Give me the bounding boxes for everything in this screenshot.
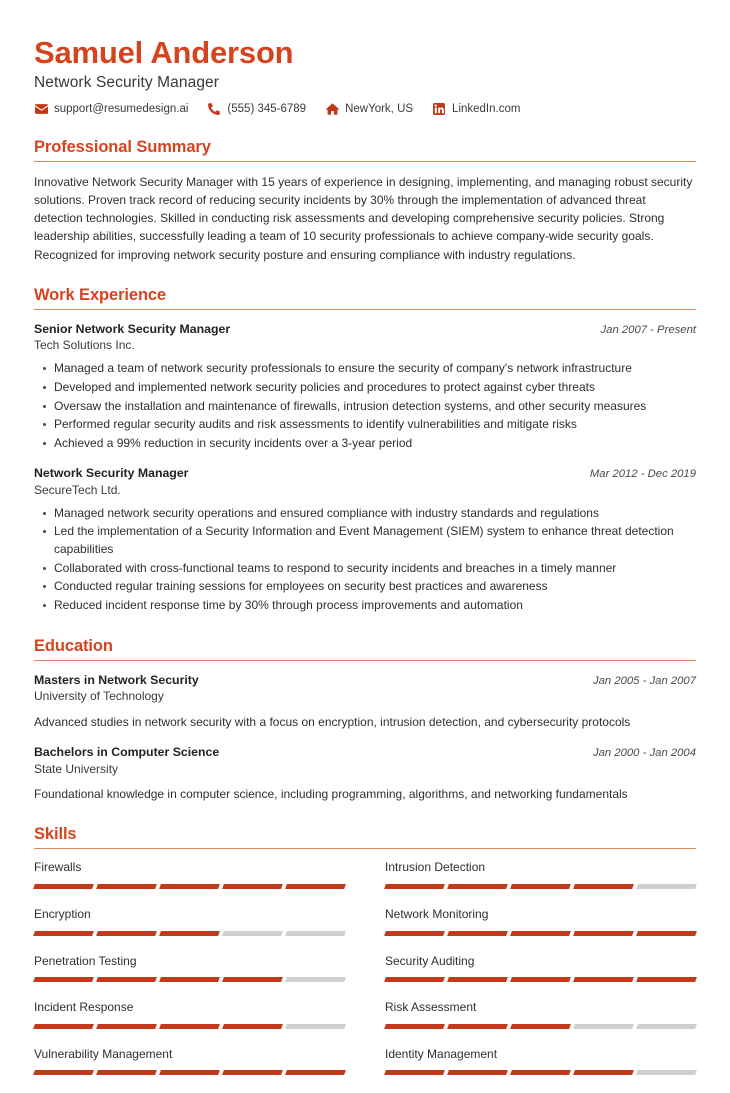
skill-segment-filled	[447, 1024, 508, 1029]
skill-segment-filled	[510, 1024, 571, 1029]
skill-item	[34, 1047, 345, 1076]
contact-label: LinkedIn.com	[452, 103, 521, 116]
bullet-item: Achieved a 99% reduction in security incidents over a 3-year period	[54, 435, 696, 453]
skill-segment-filled	[33, 1070, 94, 1075]
work-entry-dates: Mar 2012 - Dec 2019	[589, 468, 696, 481]
education-entry-header	[34, 672, 696, 689]
contact-item-phone[interactable]	[207, 103, 306, 116]
education-entries	[34, 672, 696, 804]
skill-name: Intrusion Detection	[385, 860, 486, 875]
section-divider	[34, 660, 696, 661]
section-title-skills: Skills	[34, 825, 77, 844]
skill-segment-filled	[384, 884, 445, 889]
work-entry-role: Network Security Manager	[34, 466, 189, 481]
skill-level-bar	[385, 884, 696, 889]
skill-segment-filled	[33, 884, 94, 889]
education-description: Advanced studies in network security with a focus on encryption, intrusion detection, and cybersecurity protocols	[34, 714, 631, 729]
skill-item	[385, 954, 696, 983]
work-entries	[34, 321, 696, 615]
bullet-item: Managed a team of network security professionals to ensure the security of company's network infrastructure	[54, 360, 696, 378]
skill-segment-empty	[285, 931, 346, 936]
skill-segment-filled	[96, 931, 157, 936]
contact-item-linkedin[interactable]	[432, 103, 520, 116]
skill-segment-filled	[510, 931, 571, 936]
bullet-item: Reduced incident response time by 30% through process improvements and automation	[54, 597, 696, 615]
contact-label: NewYork, US	[345, 103, 414, 116]
education-degree: Bachelors in Computer Science	[34, 744, 220, 759]
section-skills	[34, 825, 696, 1093]
skill-segment-empty	[285, 1024, 346, 1029]
skill-name: Encryption	[34, 906, 91, 921]
section-education	[34, 637, 696, 804]
skill-segment-filled	[222, 884, 283, 889]
skill-segment-filled	[222, 977, 283, 982]
work-entry-role: Senior Network Security Manager	[34, 321, 231, 336]
skill-segment-empty	[222, 931, 283, 936]
work-entry-organization: SecureTech Ltd.	[34, 483, 121, 497]
skill-level-bar	[34, 931, 345, 936]
skill-item	[385, 860, 696, 889]
skill-item	[385, 907, 696, 936]
skill-name: Incident Response	[34, 1000, 134, 1015]
skill-segment-filled	[96, 1024, 157, 1029]
bullet-item: Led the implementation of a Security Information and Event Management (SIEM) system to enhance threat detection capabilities	[54, 523, 696, 558]
section-work-experience	[34, 286, 696, 615]
skill-name: Security Auditing	[385, 953, 475, 968]
skill-segment-empty	[636, 1024, 697, 1029]
skill-segment-filled	[33, 1024, 94, 1029]
contact-label: support@resumedesign.ai	[54, 103, 189, 116]
phone-icon	[207, 103, 221, 116]
candidate-name: Samuel Anderson	[34, 35, 294, 70]
education-entry	[34, 672, 696, 731]
section-professional-summary	[34, 138, 696, 264]
bullet-item: Collaborated with cross-functional teams to respond to security incidents and breaches in a timely manner	[54, 560, 696, 578]
section-divider	[34, 309, 696, 310]
skill-level-bar	[385, 931, 696, 936]
summary-text: Innovative Network Security Manager with 15 years of experience in designing, implementing, and managing robust security solutions. Proven track record of reducing security incidents by 30% through the implementation of advanced threat detection technologies. Skilled in conducting risk assessments and developing comprehensive security policies. Strong leadership abilities, successfully leading a team of 10 security professionals to achieve company-wide security goals. Recognized for improving network security posture and ensuring compliance with industry regulations.	[34, 174, 693, 262]
contact-row	[34, 103, 696, 116]
skill-segment-filled	[384, 931, 445, 936]
skill-segment-filled	[510, 884, 571, 889]
contact-item-envelope[interactable]	[34, 103, 188, 116]
home-icon	[325, 103, 339, 116]
skill-segment-filled	[573, 884, 634, 889]
education-dates: Jan 2005 - Jan 2007	[592, 674, 696, 687]
skill-segment-filled	[96, 884, 157, 889]
resume-header	[34, 36, 696, 116]
skill-item	[34, 860, 345, 889]
section-divider	[34, 161, 696, 162]
work-entry-bullets	[34, 360, 696, 452]
skill-segment-filled	[285, 1070, 346, 1075]
skill-segment-filled	[96, 1070, 157, 1075]
skill-segment-filled	[636, 931, 697, 936]
envelope-icon	[34, 103, 48, 116]
work-entry-bullets	[34, 505, 696, 615]
skill-segment-filled	[33, 931, 94, 936]
bullet-item: Developed and implemented network security policies and procedures to protect against cyber threats	[54, 379, 696, 397]
skill-segment-filled	[384, 1070, 445, 1075]
skills-grid	[34, 860, 696, 1093]
skill-segment-filled	[285, 884, 346, 889]
contact-label: (555) 345-6789	[227, 103, 307, 116]
skill-name: Risk Assessment	[385, 1000, 477, 1015]
skill-segment-filled	[33, 977, 94, 982]
skill-segment-filled	[159, 1024, 220, 1029]
work-entry	[34, 465, 696, 614]
skill-item	[385, 1000, 696, 1029]
skill-name: Penetration Testing	[34, 953, 137, 968]
bullet-item: Managed network security operations and ensured compliance with industry standards and regulations	[54, 505, 696, 523]
skill-segment-filled	[96, 977, 157, 982]
section-title-education: Education	[34, 636, 113, 655]
skill-item	[34, 1000, 345, 1029]
skill-level-bar	[34, 1024, 345, 1029]
skill-segment-filled	[447, 931, 508, 936]
skill-level-bar	[385, 1070, 696, 1075]
contact-item-home[interactable]	[325, 103, 413, 116]
skill-segment-filled	[447, 1070, 508, 1075]
skill-level-bar	[34, 977, 345, 982]
skill-segment-filled	[384, 977, 445, 982]
skill-level-bar	[385, 1024, 696, 1029]
skill-segment-filled	[159, 977, 220, 982]
linkedin-icon	[432, 103, 446, 116]
work-entry	[34, 321, 696, 453]
skill-segment-filled	[573, 1070, 634, 1075]
work-entry-header	[34, 321, 696, 338]
skill-segment-filled	[636, 977, 697, 982]
skill-segment-filled	[573, 931, 634, 936]
work-entry-organization: Tech Solutions Inc.	[34, 338, 135, 353]
skill-name: Network Monitoring	[385, 906, 489, 921]
skill-segment-empty	[285, 977, 346, 982]
education-degree: Masters in Network Security	[34, 672, 199, 687]
education-entry-header	[34, 744, 696, 761]
education-school: State University	[34, 761, 119, 776]
education-description: Foundational knowledge in computer science, including programming, algorithms, and networking fundamentals	[34, 787, 628, 802]
skill-segment-filled	[222, 1070, 283, 1075]
candidate-job-title: Network Security Manager	[34, 73, 220, 91]
skill-segment-filled	[159, 1070, 220, 1075]
education-dates: Jan 2000 - Jan 2004	[592, 746, 696, 759]
work-entry-header	[34, 465, 696, 482]
skill-segment-filled	[159, 884, 220, 889]
skill-level-bar	[34, 1070, 345, 1075]
skill-level-bar	[34, 884, 345, 889]
skill-name: Identity Management	[385, 1046, 498, 1061]
skill-segment-empty	[573, 1024, 634, 1029]
work-entry-dates: Jan 2007 - Present	[600, 323, 696, 336]
bullet-item: Conducted regular training sessions for employees on security best practices and awareness	[54, 578, 696, 596]
bullet-item: Oversaw the installation and maintenance of firewalls, intrusion detection systems, and other security measures	[54, 398, 696, 416]
skill-segment-empty	[636, 1070, 697, 1075]
skill-segment-filled	[447, 977, 508, 982]
skill-name: Vulnerability Management	[34, 1046, 173, 1061]
skill-name: Firewalls	[34, 860, 82, 875]
skill-item	[34, 954, 345, 983]
skill-level-bar	[385, 977, 696, 982]
education-school: University of Technology	[34, 689, 164, 704]
skill-segment-filled	[222, 1024, 283, 1029]
skill-item	[34, 907, 345, 936]
section-title-work: Work Experience	[34, 285, 167, 304]
skill-segment-filled	[159, 931, 220, 936]
skill-segment-filled	[384, 1024, 445, 1029]
skill-segment-filled	[510, 977, 571, 982]
education-entry	[34, 744, 696, 803]
skill-segment-filled	[573, 977, 634, 982]
skill-segment-filled	[447, 884, 508, 889]
skill-item	[385, 1047, 696, 1076]
skill-segment-filled	[510, 1070, 571, 1075]
bullet-item: Performed regular security audits and risk assessments to identify vulnerabilities and mitigate risks	[54, 416, 696, 434]
section-title-summary: Professional Summary	[34, 137, 211, 156]
skill-segment-empty	[636, 884, 697, 889]
section-divider	[34, 848, 696, 849]
